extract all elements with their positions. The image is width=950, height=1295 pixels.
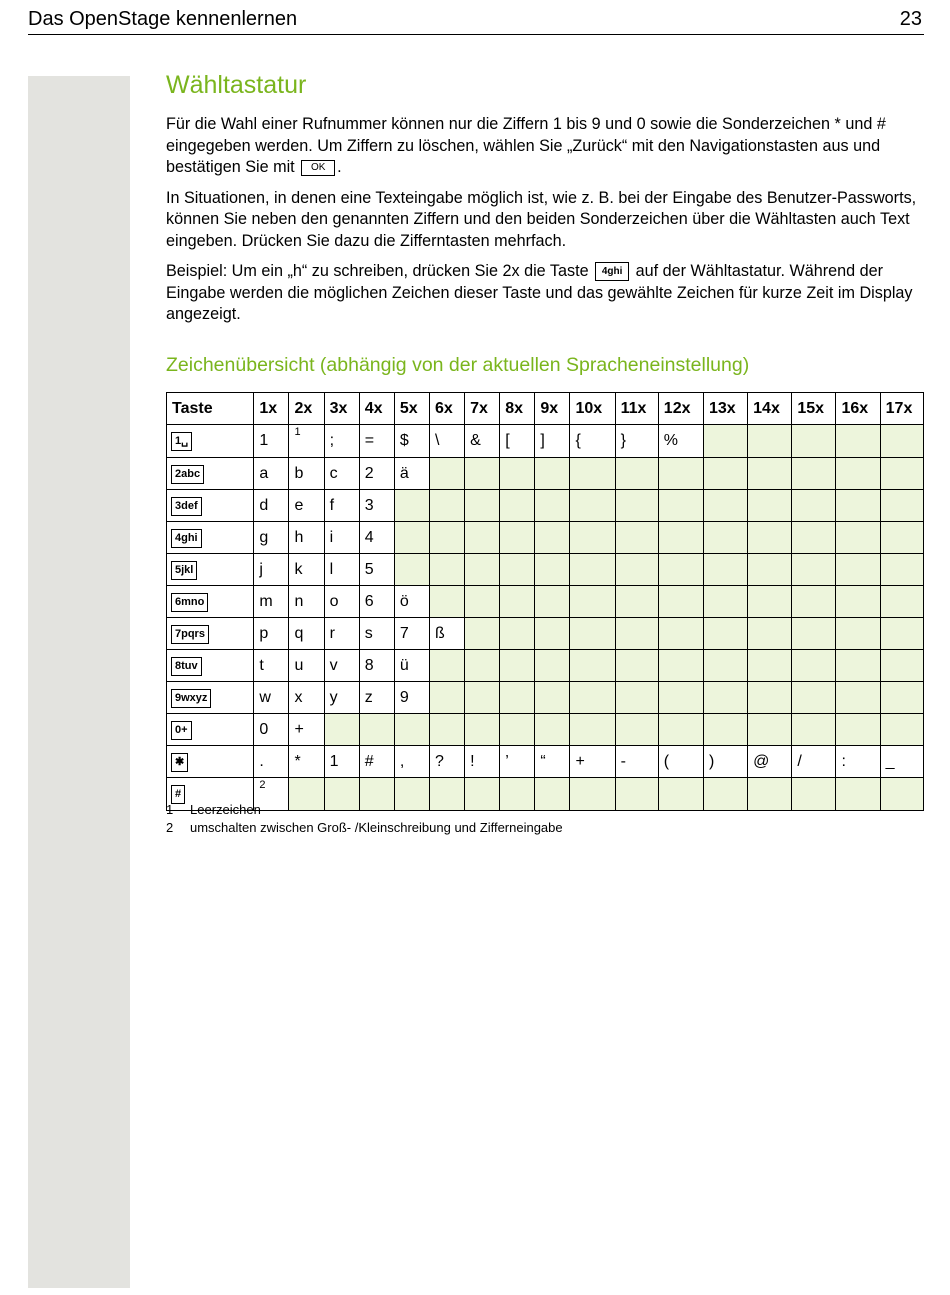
char-cell: ? [429,746,464,778]
char-cell: 2 [359,458,394,490]
paragraph-1 [166,114,924,179]
empty-cell [836,586,880,618]
char-cell: : [836,746,880,778]
char-cell: e [289,490,324,522]
empty-cell [703,490,747,522]
empty-cell [615,554,658,586]
empty-cell [570,650,615,682]
empty-cell [359,714,394,746]
paragraph-2: In Situationen, in denen eine Texteingabe möglich ist, wie z. B. bei der Eingabe des Benutzer-Passworts, können Sie neben den genannten Ziffern und den beiden Sonderzeichen über die Wähltasten auch Text eingeben. Drücken Sie dazu die Zifferntasten mehrfach. [166,188,917,250]
empty-cell [792,650,836,682]
empty-cell [615,650,658,682]
column-header: 12x [658,393,703,425]
table-row [167,618,924,650]
char-cell: ( [658,746,703,778]
column-header: 5x [394,393,429,425]
empty-cell [658,682,703,714]
char-cell: h [289,522,324,554]
char-cell: ) [703,746,747,778]
char-cell: j [254,554,289,586]
char-cell: 0 [254,714,289,746]
char-cell: 5 [359,554,394,586]
key-cell [167,522,254,554]
char-cell: , [394,746,429,778]
empty-cell [658,714,703,746]
char-cell: n [289,586,324,618]
p3-text: Beispiel: Um ein „h“ zu schreiben, drücken Sie 2x die Taste [166,262,589,280]
column-header: 14x [748,393,792,425]
empty-cell [658,458,703,490]
empty-cell [465,586,500,618]
empty-cell [748,522,792,554]
empty-cell [535,714,570,746]
table-header-row [167,393,924,425]
key-cell [167,554,254,586]
empty-cell [615,682,658,714]
key-cell [167,490,254,522]
empty-cell [836,522,880,554]
empty-cell [836,490,880,522]
char-cell: b [289,458,324,490]
char-cell: } [615,425,658,458]
empty-cell [429,522,464,554]
empty-cell [880,522,923,554]
empty-cell [394,714,429,746]
empty-cell [465,650,500,682]
empty-cell [703,586,747,618]
empty-cell [880,650,923,682]
empty-cell [535,650,570,682]
char-cell: % [658,425,703,458]
dial-key-icon: 4ghi [171,529,202,548]
empty-cell [570,682,615,714]
empty-cell [748,618,792,650]
column-header: 6x [429,393,464,425]
key-cell [167,425,254,458]
char-cell: = [359,425,394,458]
table-row [167,522,924,554]
empty-cell [570,778,615,811]
empty-cell [535,682,570,714]
empty-cell [570,522,615,554]
empty-cell [748,714,792,746]
empty-cell [836,650,880,682]
empty-cell [836,554,880,586]
char-cell: m [254,586,289,618]
dial-key-icon: 8tuv [171,657,202,676]
footnotes [166,801,563,837]
empty-cell [792,522,836,554]
key-cell [167,458,254,490]
char-cell: 3 [359,490,394,522]
footnote: 1 Leerzeichen [166,802,261,817]
char-cell: a [254,458,289,490]
empty-cell [500,682,535,714]
empty-cell [748,490,792,522]
empty-cell [703,425,747,458]
char-cell: 2 [254,778,289,811]
empty-cell [658,522,703,554]
char-cell: ß [429,618,464,650]
empty-cell [535,586,570,618]
empty-cell [429,586,464,618]
sidebar-column [28,76,130,1288]
char-cell: y [324,682,359,714]
key-cell [167,714,254,746]
key-4-icon: 4ghi [595,262,629,281]
dial-key-icon: 5jkl [171,561,197,580]
char-cell: + [289,714,324,746]
char-cell: ’ [500,746,535,778]
empty-cell [465,682,500,714]
dial-key-icon: 9wxyz [171,689,211,708]
empty-cell [324,714,359,746]
char-cell: 1 [254,425,289,458]
empty-cell [880,682,923,714]
char-cell: { [570,425,615,458]
column-header: 17x [880,393,923,425]
empty-cell [880,554,923,586]
column-header: Taste [167,393,254,425]
empty-cell [500,714,535,746]
table-row [167,586,924,618]
column-header: 7x [465,393,500,425]
empty-cell [880,586,923,618]
char-cell: # [359,746,394,778]
empty-cell [500,618,535,650]
table-row [167,650,924,682]
empty-cell [703,682,747,714]
empty-cell [836,425,880,458]
empty-cell [836,714,880,746]
empty-cell [792,458,836,490]
empty-cell [429,490,464,522]
dial-key-icon: # [171,785,185,804]
column-header: 2x [289,393,324,425]
empty-cell [792,778,836,811]
ok-key-icon: OK [301,160,335,176]
empty-cell [703,618,747,650]
empty-cell [429,650,464,682]
empty-cell [429,682,464,714]
empty-cell [792,618,836,650]
empty-cell [429,554,464,586]
empty-cell [792,682,836,714]
column-header: 4x [359,393,394,425]
empty-cell [465,714,500,746]
empty-cell [615,586,658,618]
empty-cell [836,618,880,650]
page-header [28,6,924,35]
empty-cell [748,586,792,618]
p1-text: Für die Wahl einer Rufnummer können nur die Ziffern 1 bis 9 und 0 sowie die Sonderzeichen * und # eingegeben werden. Um Ziffern zu löschen, wählen Sie „Zurück“ mit den Navigationstasten aus und bestätigen Sie mit [166,115,886,176]
page-number: 23 [899,8,922,30]
empty-cell [748,425,792,458]
empty-cell [748,554,792,586]
empty-cell [465,618,500,650]
table-row [167,425,924,458]
char-cell: @ [748,746,792,778]
column-header: 3x [324,393,359,425]
empty-cell [836,778,880,811]
char-cell: * [289,746,324,778]
key-cell [167,650,254,682]
char-cell: / [792,746,836,778]
char-cell: t [254,650,289,682]
empty-cell [570,554,615,586]
empty-cell [792,714,836,746]
empty-cell [465,554,500,586]
empty-cell [570,618,615,650]
empty-cell [535,458,570,490]
char-cell: ü [394,650,429,682]
empty-cell [429,458,464,490]
p3-end: auf der Wähltastatur. Während der Eingabe werden die möglichen Zeichen dieser Taste und das gewählte Zeichen für kurze Zeit im Display angezeigt. [166,262,913,323]
column-header: 15x [792,393,836,425]
char-cell: l [324,554,359,586]
empty-cell [658,490,703,522]
empty-cell [615,490,658,522]
empty-cell [792,586,836,618]
empty-cell [535,554,570,586]
empty-cell [535,522,570,554]
char-cell: k [289,554,324,586]
empty-cell [880,490,923,522]
empty-cell [570,490,615,522]
empty-cell [500,522,535,554]
empty-cell [880,714,923,746]
char-cell: c [324,458,359,490]
empty-cell [748,778,792,811]
empty-cell [570,714,615,746]
char-cell: ! [465,746,500,778]
empty-cell [880,458,923,490]
dial-key-icon: ✱ [171,753,188,772]
char-cell: v [324,650,359,682]
empty-cell [880,618,923,650]
char-cell: q [289,618,324,650]
char-cell: f [324,490,359,522]
char-cell: [ [500,425,535,458]
empty-cell [394,554,429,586]
empty-cell [535,490,570,522]
column-header: 11x [615,393,658,425]
char-cell: $ [394,425,429,458]
empty-cell [880,425,923,458]
empty-cell [570,458,615,490]
char-cell: “ [535,746,570,778]
empty-cell [500,650,535,682]
char-cell: + [570,746,615,778]
column-header: 16x [836,393,880,425]
char-cell: ; [324,425,359,458]
char-cell: d [254,490,289,522]
empty-cell [748,458,792,490]
char-cell: 7 [394,618,429,650]
empty-cell [658,778,703,811]
empty-cell [703,522,747,554]
table-row [167,714,924,746]
dial-key-icon: 7pqrs [171,625,209,644]
column-header: 8x [500,393,535,425]
content [166,68,924,835]
empty-cell [836,682,880,714]
empty-cell [500,458,535,490]
empty-cell [615,778,658,811]
char-cell: 8 [359,650,394,682]
char-cell: s [359,618,394,650]
empty-cell [836,458,880,490]
footnote: 2 umschalten zwischen Groß- /Kleinschreibung und Zifferneingabe [166,820,563,835]
empty-cell [394,522,429,554]
empty-cell [658,618,703,650]
empty-cell [615,458,658,490]
paragraph-3 [166,261,924,326]
empty-cell [703,554,747,586]
empty-cell [748,682,792,714]
character-table [166,392,924,811]
empty-cell [880,778,923,811]
empty-cell [703,458,747,490]
section-title: Wähltastatur [166,71,307,99]
header-title: Das OpenStage kennenlernen [28,8,298,30]
char-cell: _ [880,746,923,778]
empty-cell [394,490,429,522]
key-cell [167,586,254,618]
p1-end: . [337,158,342,176]
empty-cell [615,714,658,746]
empty-cell [465,522,500,554]
char-cell: ö [394,586,429,618]
char-cell: - [615,746,658,778]
key-cell [167,746,254,778]
table-title: Zeichenübersicht (abhängig von der aktuellen Spracheneinstellung) [166,354,750,376]
dial-key-icon: 2abc [171,465,204,484]
empty-cell [792,554,836,586]
char-cell: 1 [289,425,324,458]
char-cell: ] [535,425,570,458]
empty-cell [792,425,836,458]
dial-key-icon: 0+ [171,721,192,740]
key-cell [167,682,254,714]
char-cell: \ [429,425,464,458]
empty-cell [535,618,570,650]
empty-cell [658,650,703,682]
dial-key-icon: 6mno [171,593,208,612]
char-cell: i [324,522,359,554]
column-header: 9x [535,393,570,425]
empty-cell [500,490,535,522]
char-cell: 4 [359,522,394,554]
char-cell: u [289,650,324,682]
char-cell: 1 [324,746,359,778]
empty-cell [500,554,535,586]
column-header: 10x [570,393,615,425]
char-cell: ä [394,458,429,490]
empty-cell [703,650,747,682]
empty-cell [792,490,836,522]
empty-cell [465,490,500,522]
empty-cell [500,586,535,618]
column-header: 13x [703,393,747,425]
char-cell: p [254,618,289,650]
table-row [167,746,924,778]
empty-cell [429,714,464,746]
key-cell [167,618,254,650]
char-cell: x [289,682,324,714]
empty-cell [570,586,615,618]
table-row [167,554,924,586]
empty-cell [748,650,792,682]
dial-key-icon: 3def [171,497,202,516]
char-cell: 6 [359,586,394,618]
table-row [167,458,924,490]
empty-cell [615,618,658,650]
empty-cell [465,458,500,490]
empty-cell [703,778,747,811]
empty-cell [703,714,747,746]
empty-cell [658,586,703,618]
char-cell: z [359,682,394,714]
char-cell: . [254,746,289,778]
table-row [167,490,924,522]
empty-cell [615,522,658,554]
dial-key-icon: 1␣ [171,432,192,451]
char-cell: & [465,425,500,458]
char-cell: o [324,586,359,618]
column-header: 1x [254,393,289,425]
char-cell: g [254,522,289,554]
char-cell: r [324,618,359,650]
empty-cell [658,554,703,586]
table-row [167,682,924,714]
char-cell: w [254,682,289,714]
char-cell: 9 [394,682,429,714]
